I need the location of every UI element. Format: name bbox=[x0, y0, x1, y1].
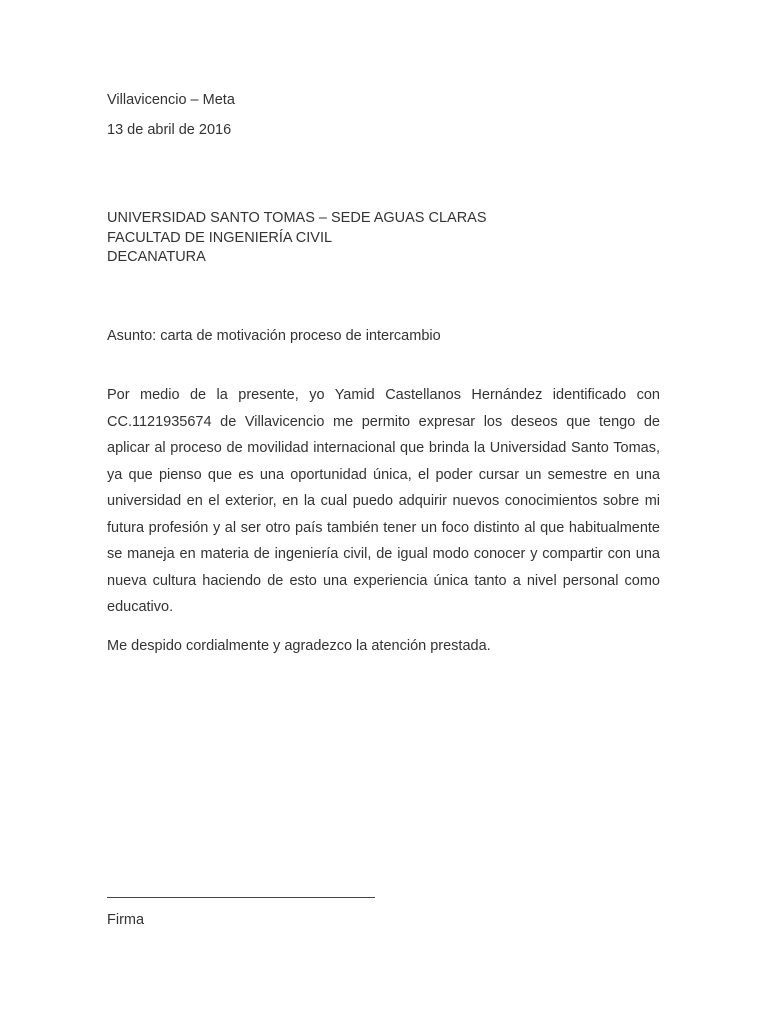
letter-date: 13 de abril de 2016 bbox=[107, 122, 232, 138]
letter-body: Por medio de la presente, yo Yamid Castellanos Hernández identificado con CC.1121935674 de Villavicencio me permito expresar los deseos que tengo de aplicar al proceso de movilidad internacional que brinda la Universidad Santo Tomas, ya que pienso que es una oportunidad única, el poder cursar un semestre en una universidad en el exterior, en la cual puedo adquirir nuevos conocimientos sobre mi futura profesión y al ser otro país también tener un foco distinto al que habitualmente se maneja en materia de ingeniería civil, de igual modo conocer y compartir con una nueva cultura haciendo de esto una experiencia única tanto a nivel personal como educativo. bbox=[107, 387, 660, 615]
signature-line bbox=[107, 897, 375, 898]
letter-place: Villavicencio – Meta bbox=[107, 92, 235, 108]
letter-closing: Me despido cordialmente y agradezco la atención prestada. bbox=[107, 638, 491, 654]
signature-label: Firma bbox=[107, 912, 145, 928]
recipient-block bbox=[107, 209, 487, 268]
recipient-office: DECANATURA bbox=[107, 249, 206, 265]
recipient-faculty: FACULTAD DE INGENIERÍA CIVIL bbox=[107, 229, 333, 246]
letter-subject: Asunto: carta de motivación proceso de intercambio bbox=[107, 328, 441, 344]
recipient-institution: UNIVERSIDAD SANTO TOMAS – SEDE AGUAS CLARAS bbox=[107, 210, 487, 226]
